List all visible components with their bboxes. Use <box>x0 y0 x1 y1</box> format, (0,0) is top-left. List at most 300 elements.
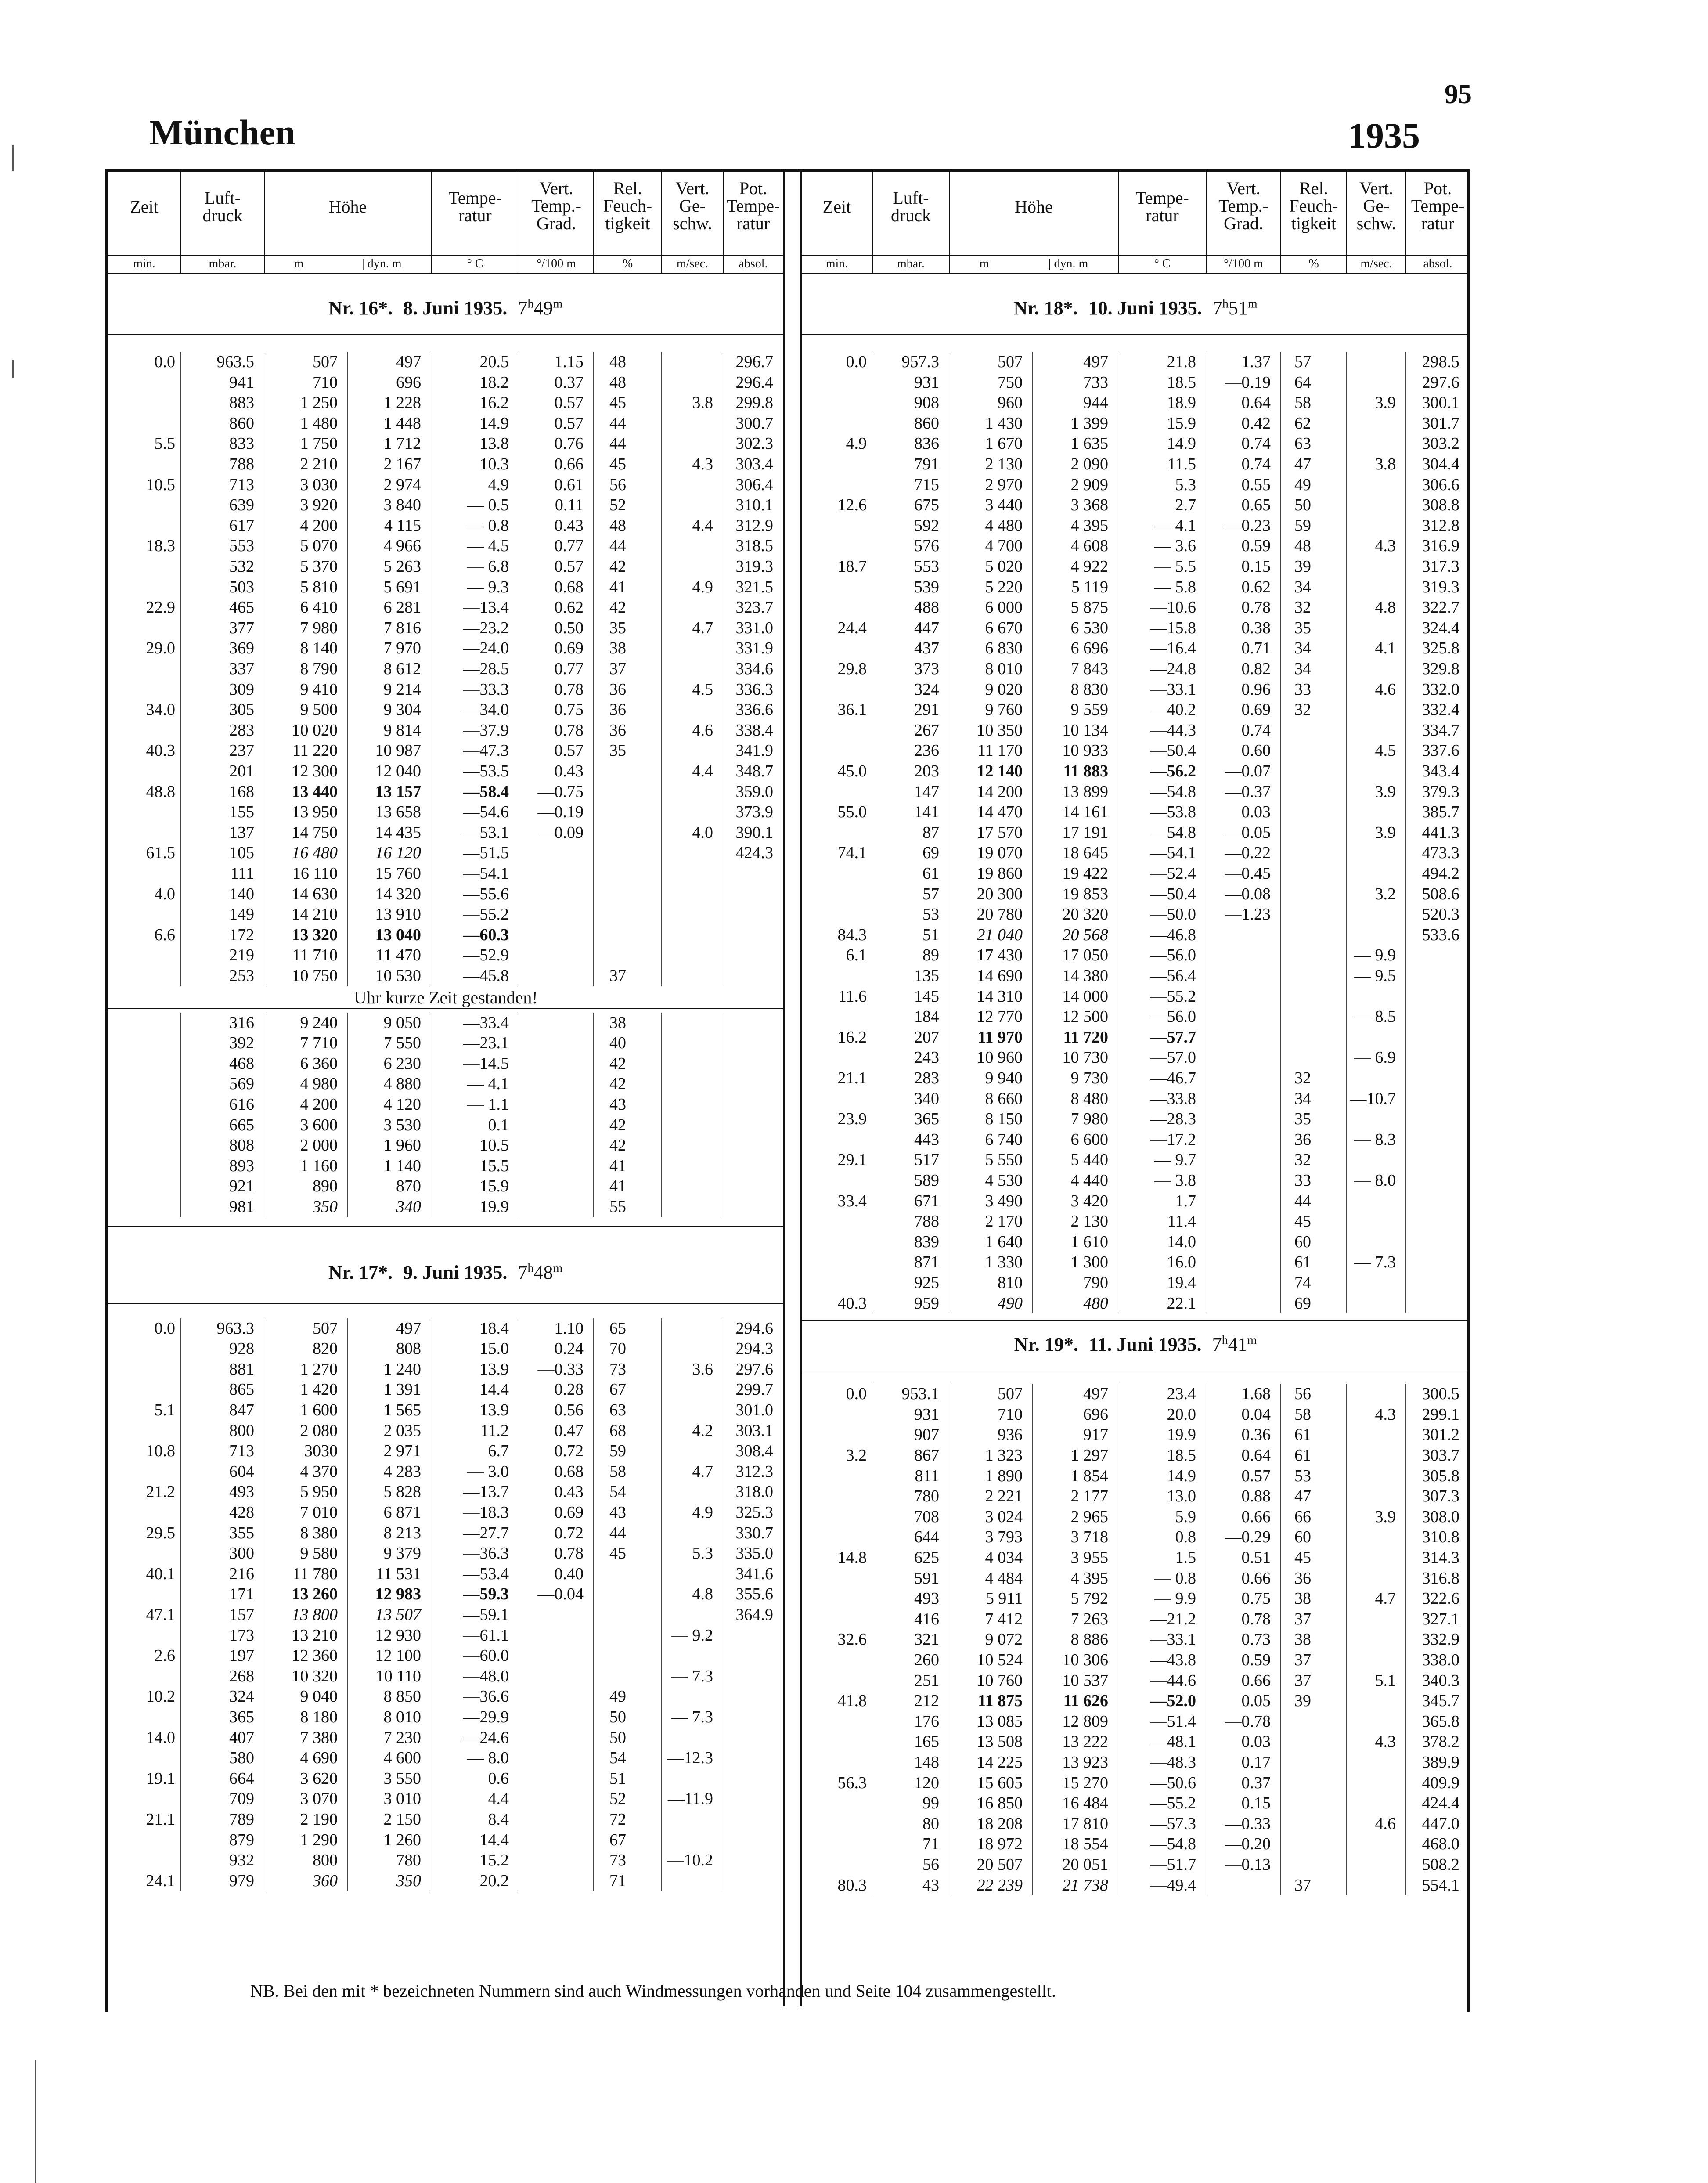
table-row <box>802 1609 1469 1629</box>
table-cell: —28.5 <box>463 660 509 678</box>
table-row <box>108 1013 783 1033</box>
table-row <box>802 1170 1469 1191</box>
table-cell: 348.7 <box>735 762 773 780</box>
table-cell: 810 <box>998 1274 1023 1292</box>
table-cell: —55.2 <box>463 905 509 924</box>
table-row <box>108 679 783 700</box>
table-cell: 13 085 <box>977 1712 1023 1731</box>
table-cell: 2 971 <box>383 1442 421 1461</box>
table-cell: 44 <box>609 1523 626 1542</box>
column-divider <box>1405 352 1406 1313</box>
table-cell: 12.6 <box>837 496 867 515</box>
table-cell: 64 <box>1294 373 1311 392</box>
table-cell: 236 <box>914 741 939 760</box>
table-cell: 15.2 <box>479 1851 509 1870</box>
table-cell: 497 <box>396 1319 421 1338</box>
table-cell: 32 <box>1294 1069 1311 1087</box>
table-cell: 3030 <box>304 1442 338 1461</box>
table-row <box>802 1568 1469 1588</box>
column-divider <box>180 1013 181 1217</box>
table-cell: 4 120 <box>383 1095 421 1114</box>
table-cell: 41 <box>609 577 626 596</box>
table-cell: 0.40 <box>554 1564 584 1583</box>
table-cell: —52.0 <box>1150 1692 1196 1710</box>
table-cell: 7 980 <box>1070 1110 1108 1129</box>
table-cell: 957.3 <box>901 353 939 371</box>
table-cell: 5.3 <box>692 1544 713 1563</box>
table-cell: 870 <box>396 1177 421 1196</box>
table-cell: 4.7 <box>1375 1589 1396 1608</box>
table-cell: 53 <box>1294 1466 1311 1485</box>
table-row <box>108 1584 783 1604</box>
table-cell: 9 760 <box>985 700 1023 719</box>
table-cell: 12 040 <box>375 762 421 780</box>
table-cell: 8 830 <box>1070 680 1108 699</box>
table-cell: 3 440 <box>985 496 1023 515</box>
table-cell: 780 <box>914 1487 939 1506</box>
table-cell: 268 <box>229 1667 254 1685</box>
table-cell: 5 550 <box>985 1151 1023 1169</box>
table-cell: 36 <box>609 700 626 719</box>
table-cell: 4.7 <box>692 1462 713 1481</box>
header-zeit: Zeit min. <box>108 172 180 273</box>
header-zeit-unit: min. <box>108 255 180 271</box>
table-cell: 44 <box>609 434 626 453</box>
table-row <box>108 352 783 372</box>
table-cell: 733 <box>1083 373 1108 392</box>
table-cell: 56 <box>1294 1385 1311 1404</box>
table-cell: 4 115 <box>384 516 421 535</box>
table-cell: 879 <box>229 1830 254 1849</box>
sounding-time: 7$^h$49$^m$ <box>518 297 563 319</box>
table-cell: 953.1 <box>901 1385 939 1404</box>
table-cell: 294.6 <box>735 1319 773 1338</box>
table-cell: 1 140 <box>383 1156 421 1175</box>
table-cell: 11 883 <box>1063 762 1108 780</box>
table-cell: 0.0 <box>154 1319 175 1338</box>
table-cell: —0.20 <box>1225 1835 1271 1854</box>
table-cell: 0.6 <box>488 1769 509 1788</box>
table-cell: 40.3 <box>837 1294 867 1313</box>
table-row <box>108 1379 783 1400</box>
table-cell: 58 <box>609 1462 626 1481</box>
table-cell: —24.0 <box>463 639 509 658</box>
table-cell: 13 222 <box>1062 1732 1108 1751</box>
table-cell: 3 620 <box>300 1769 338 1788</box>
table-cell: 345.7 <box>1422 1692 1459 1710</box>
table-cell: 32 <box>1294 1151 1311 1169</box>
table-cell: 936 <box>998 1425 1023 1444</box>
header-zeit-unit: min. <box>802 255 872 271</box>
table-cell: 12 770 <box>977 1007 1023 1026</box>
table-cell: 40.3 <box>146 741 175 760</box>
table-cell: 4.5 <box>692 680 713 699</box>
header-luftdruck-unit: mbar. <box>873 255 949 271</box>
table-cell: 10 933 <box>1062 741 1108 760</box>
table-cell: 13.8 <box>479 434 509 453</box>
table-cell: 5 119 <box>1071 577 1108 596</box>
table-cell: 0.03 <box>1241 803 1271 822</box>
table-cell: 709 <box>229 1790 254 1808</box>
table-row <box>802 495 1469 515</box>
table-cell: 14.0 <box>1167 1232 1196 1251</box>
table-cell: —0.78 <box>1225 1712 1271 1731</box>
table-row <box>108 1564 783 1584</box>
table-frame <box>105 169 1470 2012</box>
table-cell: 2 090 <box>1070 455 1108 473</box>
table-cell: 73 <box>609 1360 626 1378</box>
table-cell: 13 658 <box>375 803 421 822</box>
table-cell: 341.6 <box>735 1564 773 1583</box>
table-cell: — 4.1 <box>467 1075 509 1093</box>
table-row <box>108 638 783 658</box>
table-cell: 1 228 <box>383 393 421 412</box>
table-cell: 207 <box>914 1028 939 1046</box>
table-cell: —27.7 <box>463 1523 509 1542</box>
table-cell: 13 899 <box>1062 782 1108 801</box>
table-row <box>108 740 783 761</box>
column-divider <box>661 352 662 986</box>
footnote: NB. Bei den mit * bezeichneten Nummern sind auch Windmessungen vorhanden und Seite 104 zusammengestellt. <box>250 1981 1056 2001</box>
table-cell: 38 <box>1294 1630 1311 1649</box>
table-row <box>802 720 1469 740</box>
header-feuchtigkeit: Rel. Feuch- tigkeit % <box>1280 172 1346 273</box>
table-cell: 7 380 <box>300 1728 338 1747</box>
header-pot_temp: Pot. Tempe- ratur absol. <box>1405 172 1469 273</box>
table-cell: 15.5 <box>479 1156 509 1175</box>
table-cell: 2 221 <box>985 1487 1023 1506</box>
table-cell: —33.3 <box>463 680 509 699</box>
table-cell: 696 <box>1083 1405 1108 1424</box>
table-cell: 675 <box>914 496 939 515</box>
table-row <box>802 843 1469 863</box>
table-cell: 172 <box>229 925 254 944</box>
table-cell: 283 <box>229 721 254 740</box>
table-row <box>108 1115 783 1135</box>
table-cell: 9 040 <box>300 1687 338 1706</box>
table-cell: 298.5 <box>1422 353 1459 371</box>
table-cell: 385.7 <box>1422 803 1459 822</box>
header-vert_grad: Vert. Temp.- Grad. °/100 m <box>1206 172 1280 273</box>
table-row <box>802 413 1469 433</box>
table-cell: 20 051 <box>1062 1855 1108 1874</box>
header-pot_temp-unit: absol. <box>1406 255 1469 271</box>
table-cell: —33.1 <box>1150 1630 1196 1649</box>
table-row <box>802 1814 1469 1834</box>
table-cell: 3.2 <box>1375 884 1396 903</box>
table-cell: 303.4 <box>735 455 773 473</box>
table-cell: 10 537 <box>1062 1671 1108 1690</box>
table-cell: —15.8 <box>1150 618 1196 637</box>
table-cell: 379.3 <box>1422 782 1459 801</box>
sounding-number: Nr. 18*. <box>1013 297 1078 319</box>
table-cell: 16.2 <box>837 1028 867 1046</box>
table-cell: 941 <box>229 373 254 392</box>
table-cell: 41 <box>609 1177 626 1196</box>
table-row <box>802 761 1469 781</box>
table-cell: 0.37 <box>1241 1773 1271 1792</box>
table-cell: 0.65 <box>1241 496 1271 515</box>
table-cell: 71 <box>922 1835 939 1854</box>
table-row <box>802 393 1469 413</box>
table-cell: 0.50 <box>554 618 584 637</box>
table-cell: 10 750 <box>292 967 338 985</box>
table-row <box>108 1033 783 1053</box>
table-cell: 48 <box>1294 537 1311 556</box>
header-hoehe: Höhe m | dyn. m <box>949 172 1118 273</box>
table-cell: 60 <box>1294 1232 1311 1251</box>
table-row <box>802 1711 1469 1732</box>
table-cell: 3 030 <box>300 475 338 494</box>
table-cell: 10 730 <box>1062 1048 1108 1067</box>
table-cell: —57.3 <box>1150 1814 1196 1833</box>
table-cell: 4.8 <box>692 1585 713 1604</box>
table-row <box>108 1074 783 1094</box>
table-row <box>108 843 783 863</box>
table-cell: 66 <box>1294 1507 1311 1526</box>
table-cell: 36 <box>1294 1130 1311 1149</box>
table-row <box>802 1273 1469 1293</box>
table-cell: 780 <box>396 1851 421 1870</box>
table-cell: 89 <box>922 946 939 965</box>
table-cell: 135 <box>914 967 939 985</box>
table-cell: 343.4 <box>1422 762 1459 780</box>
table-cell: 21.1 <box>837 1069 867 1087</box>
table-cell: 5.3 <box>1175 475 1196 494</box>
table-cell: —10.6 <box>1150 598 1196 617</box>
table-cell: 14.9 <box>1167 434 1196 453</box>
table-cell: 871 <box>914 1253 939 1272</box>
table-cell: 13 800 <box>292 1606 338 1624</box>
table-cell: 10.5 <box>146 475 175 494</box>
table-cell: 15.9 <box>479 1177 509 1196</box>
table-cell: 1.10 <box>554 1319 584 1338</box>
table-cell: —10.2 <box>667 1851 713 1870</box>
table-cell: 917 <box>1083 1425 1108 1444</box>
table-cell: 39 <box>1294 1692 1311 1710</box>
table-cell: 12 300 <box>292 762 338 780</box>
table-cell: 51 <box>922 925 939 944</box>
table-cell: 308.4 <box>735 1442 773 1461</box>
table-cell: 4.9 <box>488 475 509 494</box>
table-cell: 59 <box>1294 516 1311 535</box>
table-cell: 0.72 <box>554 1442 584 1461</box>
table-cell: —55.2 <box>1150 987 1196 1006</box>
table-cell: 17 430 <box>977 946 1023 965</box>
table-cell: —24.8 <box>1150 660 1196 678</box>
table-cell: 6 000 <box>985 598 1023 617</box>
table-cell: 18 554 <box>1062 1835 1108 1854</box>
table-cell: 21.8 <box>1167 353 1196 371</box>
table-cell: 789 <box>229 1810 254 1829</box>
table-cell: — 9.2 <box>671 1626 713 1645</box>
table-cell: 14.9 <box>479 414 509 433</box>
table-row <box>108 454 783 474</box>
table-cell: 335.0 <box>735 1544 773 1563</box>
table-cell: 4.9 <box>846 434 867 453</box>
table-cell: 3 368 <box>1070 496 1108 515</box>
table-cell: 8 140 <box>300 639 338 658</box>
table-cell: 10.2 <box>146 1687 175 1706</box>
table-cell: 5 070 <box>300 537 338 556</box>
table-cell: 2 080 <box>300 1421 338 1440</box>
table-cell: 20 320 <box>1062 905 1108 924</box>
table-cell: 883 <box>229 393 254 412</box>
table-cell: 7 710 <box>300 1034 338 1053</box>
table-cell: 0.55 <box>1241 475 1271 494</box>
table-cell: 80 <box>922 1814 939 1833</box>
table-cell: — 0.5 <box>467 496 509 515</box>
table-cell: 44 <box>1294 1191 1311 1210</box>
table-row <box>802 823 1469 843</box>
table-row <box>108 1318 783 1339</box>
table-cell: 0.66 <box>554 455 584 473</box>
table-cell: 63 <box>609 1401 626 1419</box>
table-cell: 580 <box>229 1749 254 1768</box>
table-cell: 12 100 <box>375 1646 421 1665</box>
table-cell: 14 000 <box>1062 987 1108 1006</box>
table-cell: 13.0 <box>1167 1487 1196 1506</box>
table-cell: 14 380 <box>1062 967 1108 985</box>
table-cell: —61.1 <box>463 1626 509 1645</box>
sounding-title-16 <box>108 297 783 319</box>
table-cell: 309 <box>229 680 254 699</box>
table-row <box>108 413 783 433</box>
table-cell: 10 134 <box>1062 721 1108 740</box>
table-cell: —48.3 <box>1150 1753 1196 1772</box>
table-cell: 68 <box>609 1421 626 1440</box>
table-cell: 306.6 <box>1422 475 1459 494</box>
table-cell: 0.74 <box>1241 434 1271 453</box>
table-cell: 1 323 <box>985 1446 1023 1465</box>
header-luftdruck: Luft- druck mbar. <box>180 172 264 273</box>
table-cell: 11.5 <box>1167 455 1196 473</box>
table-row <box>108 1748 783 1768</box>
table-cell: 37 <box>1294 1671 1311 1690</box>
column-divider <box>1346 1384 1347 1895</box>
table-cell: 47 <box>1294 455 1311 473</box>
table-cell: —0.05 <box>1225 823 1271 842</box>
table-cell: 1 448 <box>383 414 421 433</box>
table-cell: —53.5 <box>463 762 509 780</box>
table-cell: 932 <box>229 1851 254 1870</box>
table-cell: 5 875 <box>1070 598 1108 617</box>
table-cell: 6 530 <box>1070 618 1108 637</box>
table-cell: — 0.8 <box>467 516 509 535</box>
table-cell: —45.8 <box>463 967 509 985</box>
table-row <box>802 1486 1469 1506</box>
table-cell: 13 910 <box>375 905 421 924</box>
table-cell: 322.7 <box>1422 598 1459 617</box>
table-cell: 493 <box>229 1483 254 1501</box>
sounding-date: 11. Juni 1935. <box>1088 1334 1202 1356</box>
table-cell: 305 <box>229 700 254 719</box>
table-row <box>802 1089 1469 1109</box>
table-row <box>108 1156 783 1176</box>
table-cell: 63 <box>1294 434 1311 453</box>
table-cell: 0.62 <box>554 598 584 617</box>
table-cell: 424.3 <box>735 844 773 862</box>
table-cell: 67 <box>609 1830 626 1849</box>
table-row <box>108 1625 783 1645</box>
column-divider <box>1032 352 1033 1313</box>
table-cell: 4 600 <box>383 1749 421 1768</box>
column-header <box>108 172 783 274</box>
table-cell: 6.7 <box>488 1442 509 1461</box>
table-row <box>108 925 783 945</box>
table-cell: 74 <box>1294 1274 1311 1292</box>
table-row <box>802 782 1469 802</box>
table-cell: —23.1 <box>463 1034 509 1053</box>
table-cell: 811 <box>915 1466 939 1485</box>
table-cell: 3 955 <box>1070 1548 1108 1567</box>
table-row <box>802 1752 1469 1772</box>
table-cell: 14.0 <box>146 1728 175 1747</box>
header-vert_gesch-unit: m/sec. <box>1347 255 1405 271</box>
table-cell: 0.15 <box>1241 1794 1271 1813</box>
table-cell: 171 <box>229 1585 254 1604</box>
table-cell: 18.7 <box>837 557 867 576</box>
table-cell: 212 <box>914 1692 939 1710</box>
table-cell: 5 792 <box>1070 1589 1108 1608</box>
table-row <box>108 1605 783 1625</box>
table-cell: 0.11 <box>555 496 584 515</box>
table-row <box>802 1732 1469 1752</box>
table-cell: 907 <box>914 1425 939 1444</box>
table-cell: 4 283 <box>383 1462 421 1481</box>
table-cell: 0.66 <box>1241 1507 1271 1526</box>
table-row <box>802 1466 1469 1486</box>
table-cell: 4 395 <box>1070 516 1108 535</box>
header-temperatur: Tempe- ratur ° C <box>431 172 519 273</box>
table-cell: 38 <box>609 1013 626 1032</box>
table-row <box>802 1211 1469 1231</box>
table-cell: 338.4 <box>735 721 773 740</box>
table-cell: 931 <box>914 1405 939 1424</box>
table-cell: 389.9 <box>1422 1753 1459 1772</box>
table-cell: 0.05 <box>1241 1692 1271 1710</box>
table-row <box>802 1252 1469 1272</box>
table-cell: 4 395 <box>1070 1569 1108 1588</box>
table-cell: — 1.1 <box>467 1095 509 1114</box>
table-cell: 13.9 <box>479 1360 509 1378</box>
table-cell: 0.57 <box>1241 1466 1271 1485</box>
table-cell: 0.96 <box>1241 680 1271 699</box>
table-cell: 332.9 <box>1422 1630 1459 1649</box>
table-cell: 0.69 <box>554 1503 584 1522</box>
table-row <box>108 945 783 965</box>
table-cell: 2.7 <box>1175 496 1196 515</box>
table-cell: 56 <box>922 1855 939 1874</box>
table-cell: 40.1 <box>146 1564 175 1583</box>
table-row <box>802 1027 1469 1047</box>
table-cell: 37 <box>1294 1876 1311 1894</box>
table-cell: 507 <box>998 353 1023 371</box>
table-cell: 201 <box>229 762 254 780</box>
table-cell: 155 <box>229 803 254 822</box>
table-cell: —48.1 <box>1150 1732 1196 1751</box>
table-cell: 34 <box>1294 639 1311 658</box>
table-cell: 12 500 <box>1062 1007 1108 1026</box>
table-cell: 3 530 <box>383 1115 421 1134</box>
table-cell: 13 260 <box>292 1585 338 1604</box>
table-cell: 145 <box>914 987 939 1006</box>
table-cell: 9 559 <box>1070 700 1108 719</box>
table-cell: —33.4 <box>463 1013 509 1032</box>
table-cell: 29.0 <box>146 639 175 658</box>
table-cell: 0.28 <box>554 1380 584 1399</box>
table-cell: 7 263 <box>1070 1609 1108 1628</box>
